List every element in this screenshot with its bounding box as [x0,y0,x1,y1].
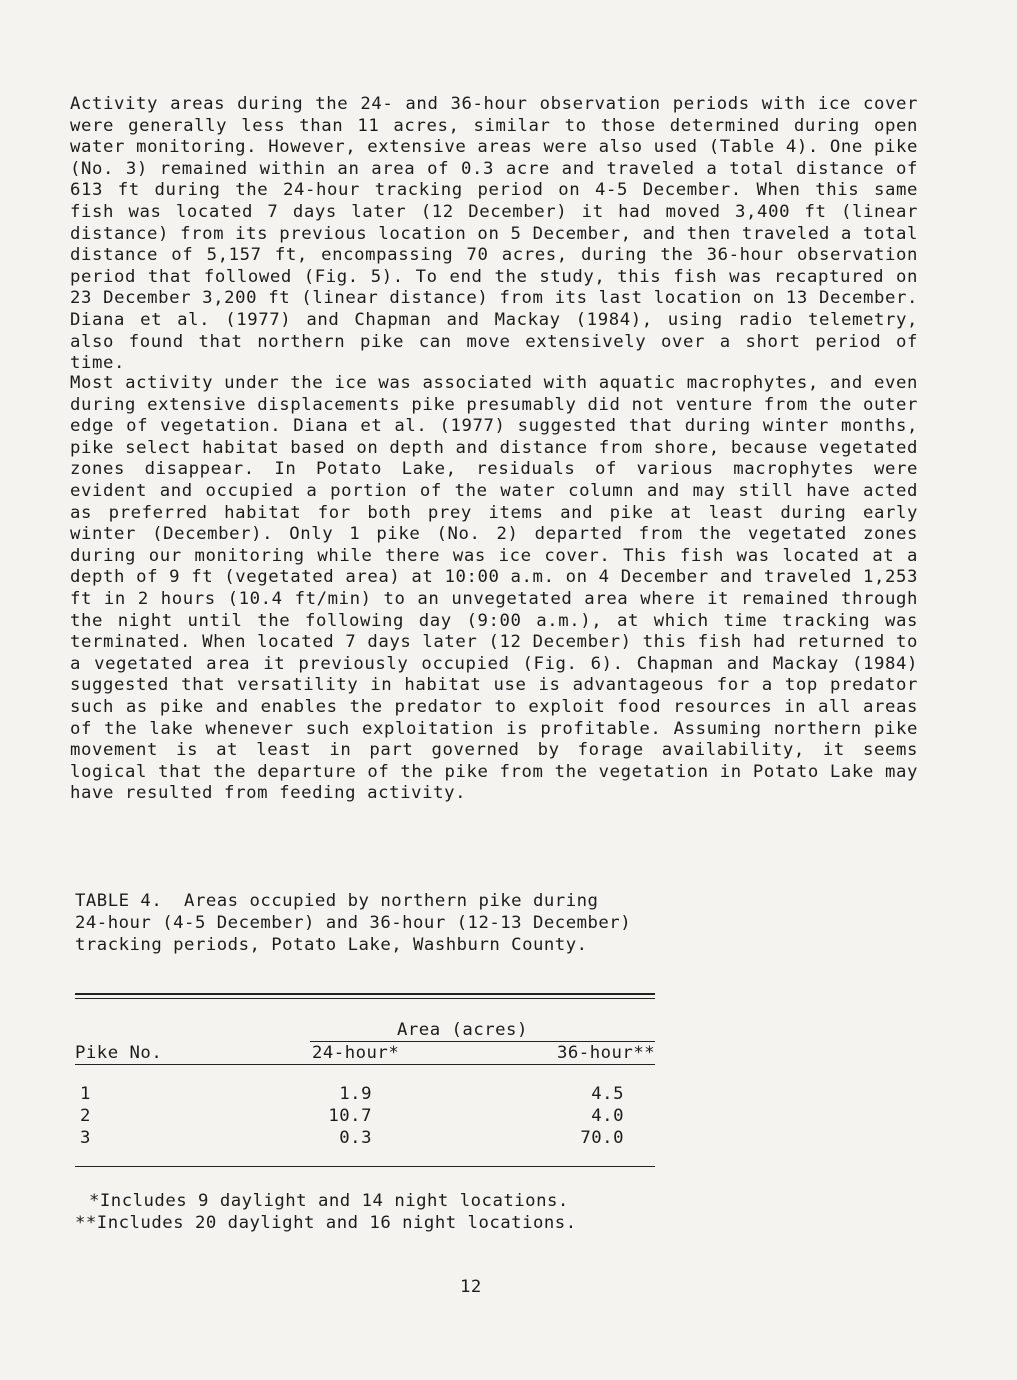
cell-24-hour: 0.3 [339,1128,372,1148]
page-number: 12 [460,1277,482,1297]
table-footnote-1: *Includes 9 daylight and 14 night locations. [89,1191,569,1211]
column-header-24-hour: 24-hour* [312,1043,400,1063]
cell-36-hour: 70.0 [580,1128,624,1148]
cell-36-hour: 4.0 [591,1106,624,1126]
column-header-36-hour: 36-hour** [557,1043,656,1063]
cell-pike-no: 2 [80,1106,91,1126]
cell-pike-no: 1 [80,1084,91,1104]
header-underline [75,1064,655,1065]
table-bottom-rule [75,1166,655,1167]
body-paragraph-1: Activity areas during the 24- and 36-hour observation periods with ice cover were generally less than 11 acres, similar to those determined during open water monitoring. However, extensive areas were also used (Table 4). One pike (No. 3) remained within an area of 0.3 acre and traveled a total distance of 613 ft during the 24-hour tracking period on 4-5 December. When this same fish was located 7 days later (12 December) it had moved 3,400 ft (linear distance) from its previous location on 5 December, and then traveled a total distance of 5,157 ft, encompassing 70 acres, during the 36-hour observation period that followed (Fig. 5). To end the study, this fish was recaptured on 23 December 3,200 ft (linear distance) from its last location on 13 December. Diana et al. (1977) and Chapman and Mackay (1984), using radio telemetry, also found that northern pike can move extensively over a short period of time. [70,94,918,374]
table-caption-line: TABLE 4. Areas occupied by northern pike during [75,891,599,911]
cell-24-hour: 10.7 [328,1106,372,1126]
table-caption [75,891,655,956]
area-spanner-header: Area (acres) [397,1020,528,1040]
table-top-rule-secondary [75,998,655,999]
body-paragraph-2: Most activity under the ice was associated with aquatic macrophytes, and even during extensive displacements pike presumably did not venture from the outer edge of vegetation. Diana et al. (1977) suggested that during winter months, pike select habitat based on depth and distance from shore, because vegetated zones disappear. In Potato Lake, residuals of various macrophytes were evident and occupied a portion of the water column and may still have acted as preferred habitat for both prey items and pike at least during early winter (December). Only 1 pike (No. 2) departed from the vegetated zones during our monitoring while there was ice cover. This fish was located at a depth of 9 ft (vegetated area) at 10:00 a.m. on 4 December and traveled 1,253 ft in 2 hours (10.4 ft/min) to an unvegetated area where it remained through the night until the following day (9:00 a.m.), at which time tracking was terminated. When located 7 days later (12 December) this fish had returned to a vegetated area it previously occupied (Fig. 6). Chapman and Mackay (1984) suggested that versatility in habitat use is advantageous for a top predator such as pike and enables the predator to exploit food resources in all areas of the lake whenever such exploitation is profitable. Assuming northern pike movement is at least in part governed by forage availability, it seems logical that the departure of the pike from the vegetation in Potato Lake may have resulted from feeding activity. [70,373,918,804]
table-top-rule [75,993,655,995]
cell-24-hour: 1.9 [339,1084,372,1104]
table-caption-line: tracking periods, Potato Lake, Washburn County. [75,934,588,955]
cell-pike-no: 3 [80,1128,91,1148]
table-caption-line: 24-hour (4-5 December) and 36-hour (12-13 December) [75,912,632,933]
spanner-underline [310,1041,655,1042]
column-header-pike: Pike No. [75,1043,163,1063]
table-footnote-2: **Includes 20 daylight and 16 night locations. [75,1213,577,1233]
cell-36-hour: 4.5 [591,1084,624,1104]
